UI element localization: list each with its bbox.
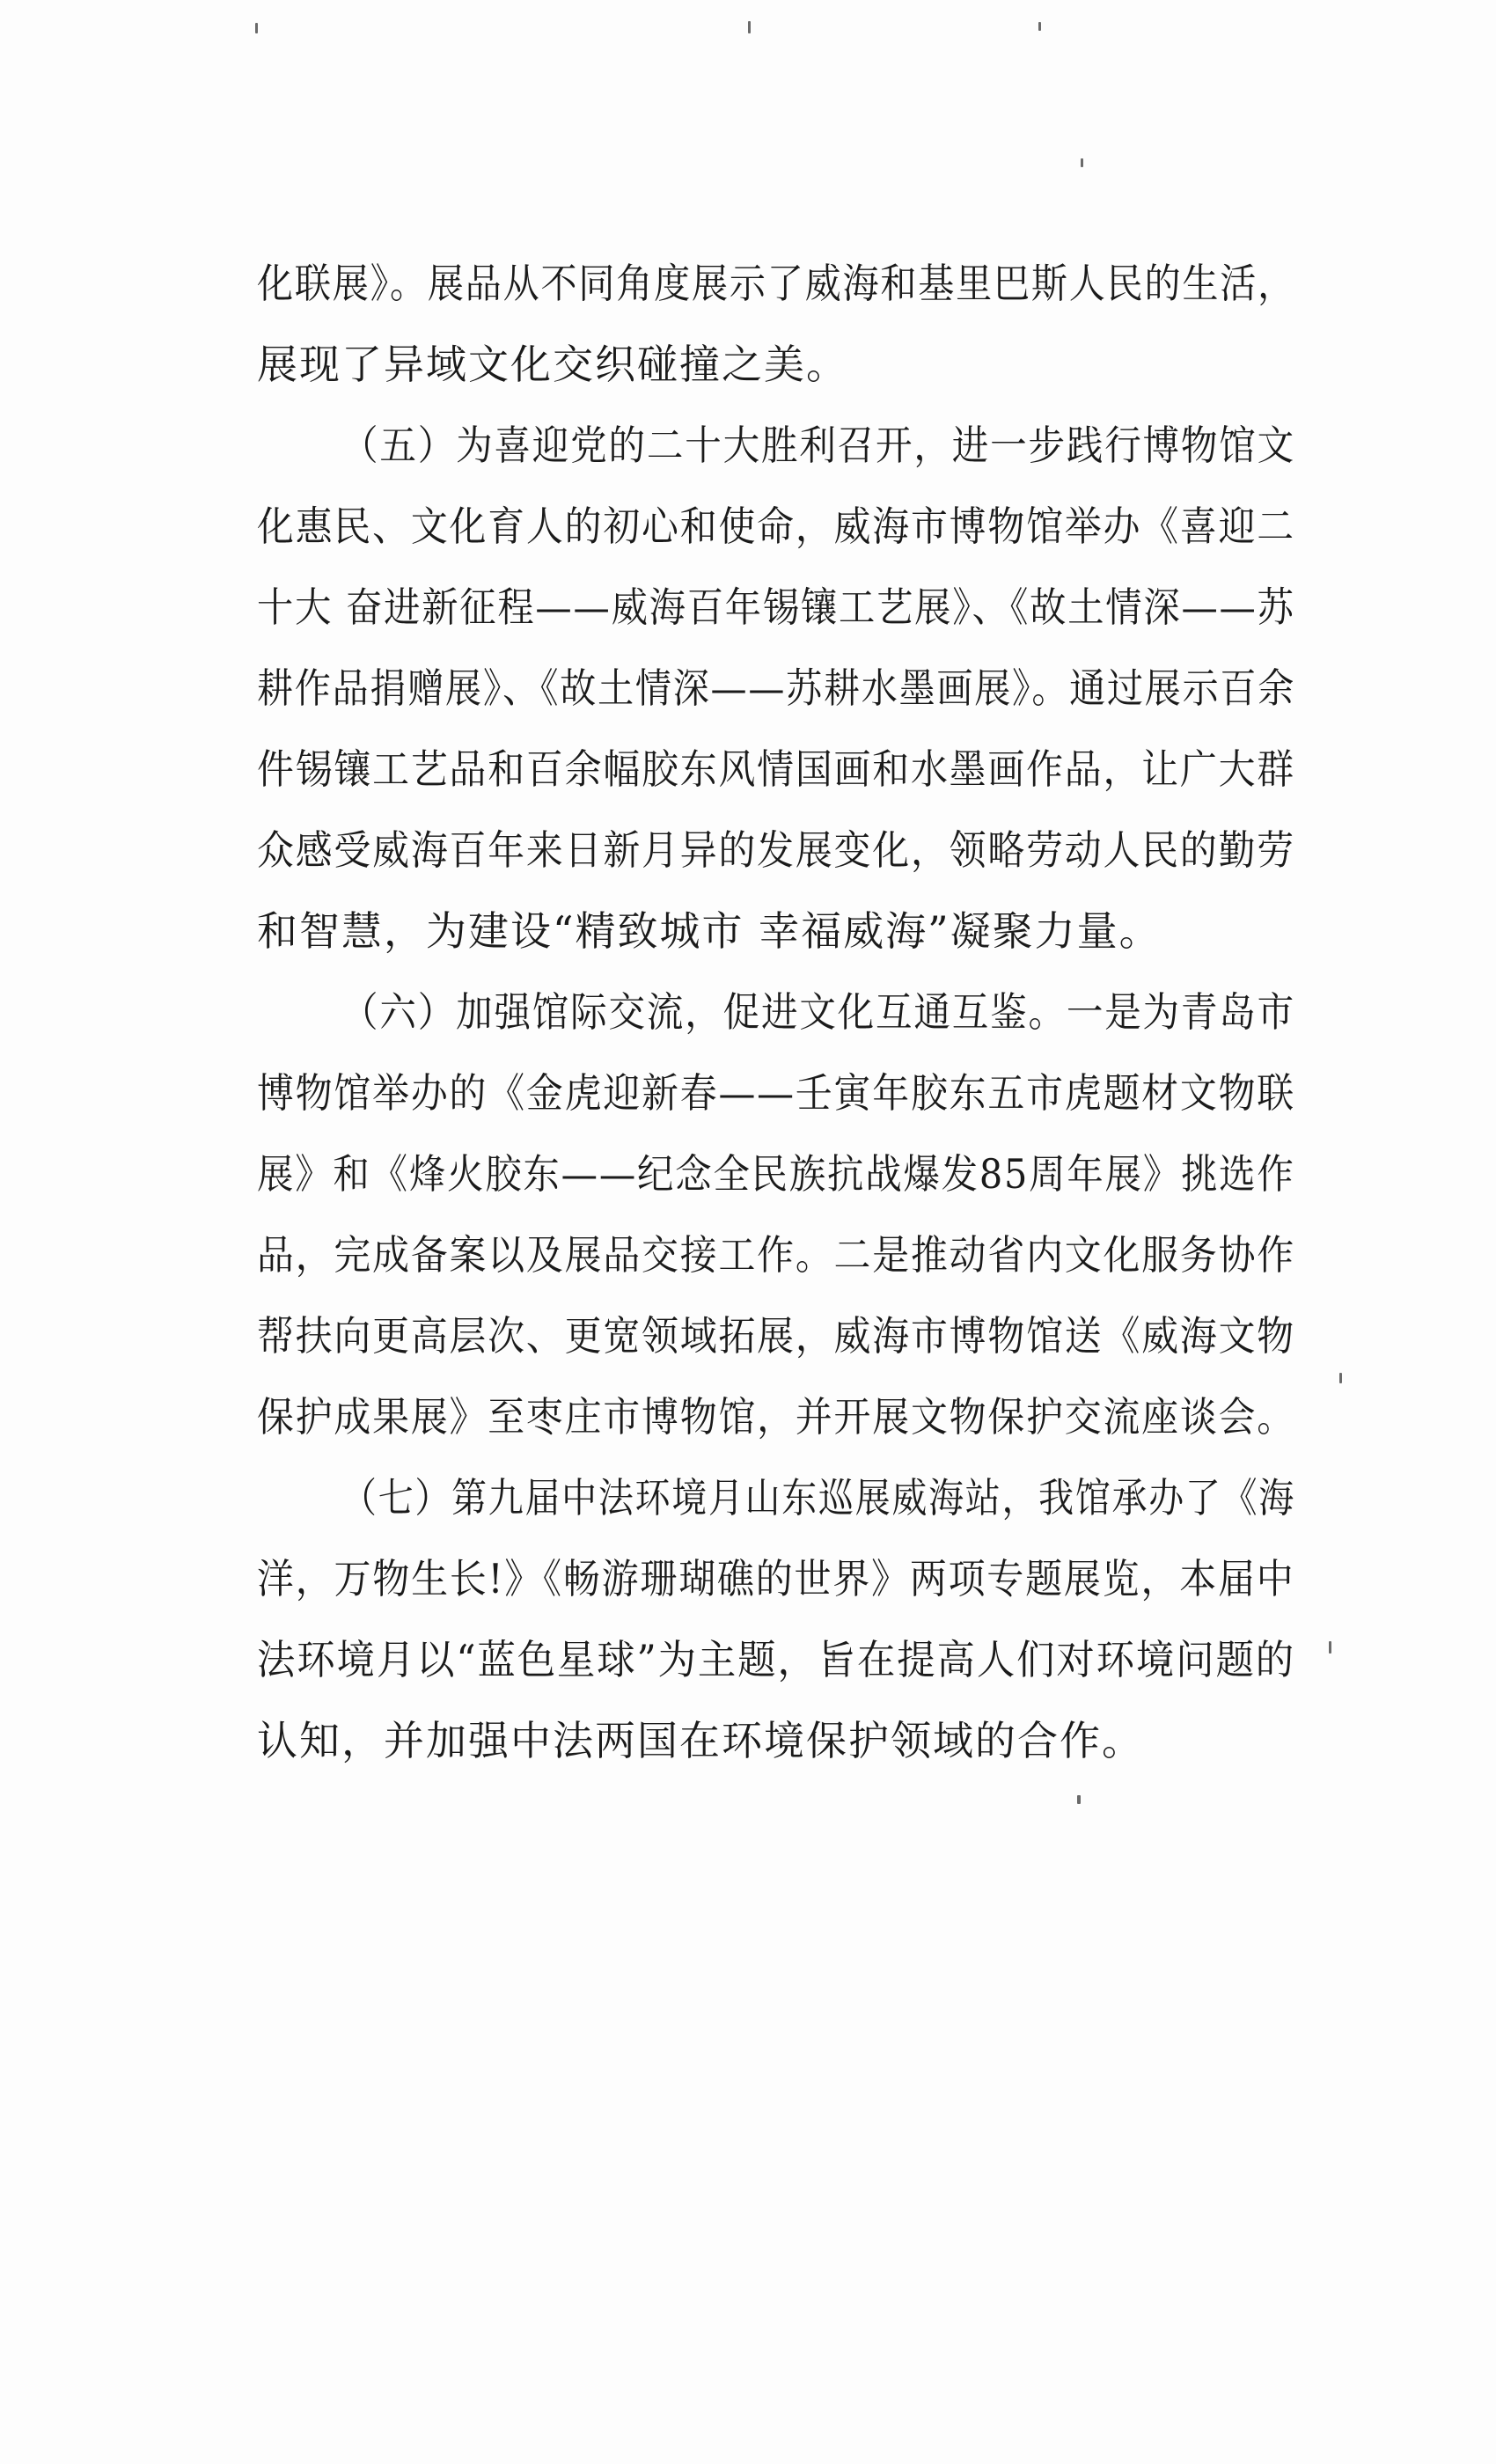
- paragraph-start-line: （五）为喜迎党的二十大胜利召开，进一步践行博物馆文: [341, 422, 1295, 469]
- text-line: 保护成果展》至枣庄市博物馆，并开展文物保护交流座谈会。: [257, 1393, 1295, 1441]
- text-line: 认知，并加强中法两国在环境保护领域的合作。: [257, 1717, 1144, 1764]
- text-line: 件锡镶工艺品和百余幅胶东风情国画和水墨画作品，让广大群: [257, 745, 1295, 793]
- text-line: 化惠民、文化育人的初心和使命，威海市博物馆举办《喜迎二: [257, 502, 1295, 550]
- scan-speck: [1339, 1373, 1342, 1383]
- text-line: 博物馆举办的《金虎迎新春——壬寅年胶东五市虎题材文物联: [257, 1069, 1295, 1117]
- scan-speck: [1038, 22, 1041, 31]
- scan-speck: [255, 23, 258, 33]
- text-line: 和智慧，为建设“精致城市 幸福威海”凝聚力量。: [257, 907, 1162, 955]
- paragraph-start-line: （七）第九届中法环境月山东巡展威海站，我馆承办了《海: [341, 1474, 1295, 1522]
- text-line: 展现了异域文化交织碰撞之美。: [257, 341, 848, 388]
- text-line: 众感受威海百年来日新月异的发展变化，领略劳动人民的勤劳: [257, 826, 1295, 874]
- text-line: 十大 奋进新征程——威海百年锡镶工艺展》、《故土情深——苏: [257, 583, 1295, 631]
- text-line: 法环境月以“蓝色星球”为主题，旨在提高人们对环境问题的: [257, 1636, 1296, 1683]
- paragraph-start-line: （六）加强馆际交流，促进文化互通互鉴。一是为青岛市: [341, 988, 1295, 1036]
- text-line: 展》和《烽火胶东——纪念全民族抗战爆发85周年展》挑选作: [257, 1150, 1295, 1198]
- text-line: 化联展》。展品从不同角度展示了威海和基里巴斯人民的生活，: [257, 260, 1295, 307]
- scan-speck: [1081, 158, 1083, 167]
- scan-speck: [1077, 1795, 1081, 1804]
- text-line: 耕作品捐赠展》、《故土情深——苏耕水墨画展》。通过展示百余: [257, 664, 1295, 712]
- text-line: 品，完成备案以及展品交接工作。二是推动省内文化服务协作: [257, 1231, 1295, 1279]
- scan-speck: [1329, 1641, 1331, 1654]
- text-line: 帮扶向更高层次、更宽领域拓展，威海市博物馆送《威海文物: [257, 1312, 1295, 1360]
- text-line: 洋，万物生长!》《畅游珊瑚礁的世界》两项专题展览，本届中: [257, 1555, 1295, 1602]
- scan-speck: [748, 21, 751, 33]
